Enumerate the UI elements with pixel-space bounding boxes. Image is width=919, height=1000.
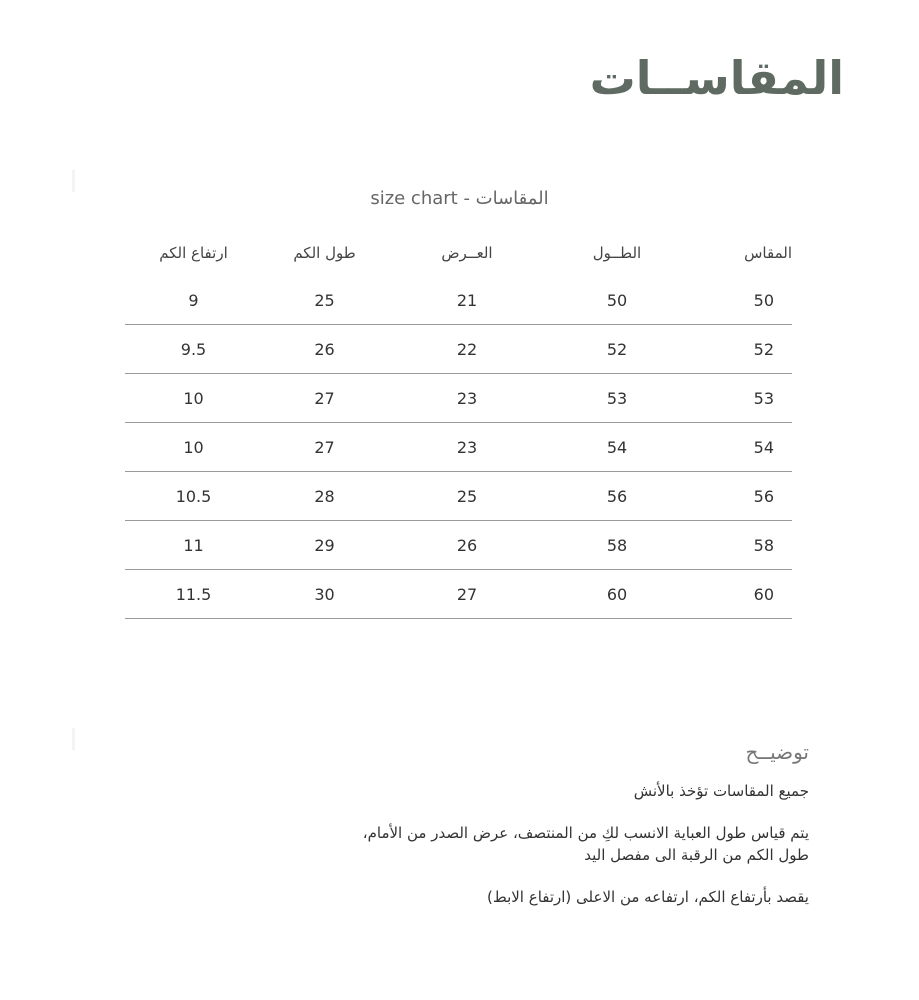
cell-size: 60: [687, 570, 792, 619]
size-chart-table: [125, 230, 792, 619]
header-sleeve-height: ارتفاع الكم: [159, 244, 228, 262]
header-width: العــرض: [441, 244, 493, 262]
cell-sleeve-height: 9: [125, 276, 262, 325]
cell-sleeve-length: 28: [262, 472, 387, 521]
cell-size: 50: [687, 276, 792, 325]
cell-length: 58: [547, 521, 687, 570]
cell-length: 60: [547, 570, 687, 619]
table-row: [125, 423, 792, 472]
note-line: يتم قياس طول العباية الانسب لكِ من المنتصف، عرض الصدر من الأمام، طول الكم من الرقبة الى مفصل اليد: [362, 824, 809, 864]
header-sleeve-length: طول الكم: [293, 244, 356, 262]
cell-sleeve-height: 10: [125, 423, 262, 472]
cell-sleeve-height: 11.5: [125, 570, 262, 619]
page-title: المقاســات: [589, 51, 844, 105]
cell-size: 58: [687, 521, 792, 570]
cell-length: 53: [547, 374, 687, 423]
cell-sleeve-length: 27: [262, 423, 387, 472]
decorative-mark: [72, 728, 75, 750]
cell-sleeve-height: 11: [125, 521, 262, 570]
cell-sleeve-length: 29: [262, 521, 387, 570]
cell-width: 26: [387, 521, 547, 570]
cell-sleeve-length: 25: [262, 276, 387, 325]
table-row: [125, 276, 792, 325]
cell-length: 50: [547, 276, 687, 325]
cell-sleeve-height: 9.5: [125, 325, 262, 374]
cell-width: 25: [387, 472, 547, 521]
note-line: جميع المقاسات تؤخذ بالأنش: [633, 782, 809, 800]
table-row: [125, 374, 792, 423]
cell-sleeve-length: 27: [262, 374, 387, 423]
size-chart-caption: size chart - المقاسات: [370, 188, 549, 209]
cell-length: 54: [547, 423, 687, 472]
note-line: يقصد بأرتفاع الكم، ارتفاعه من الاعلى (ارتفاع الابط): [486, 888, 809, 906]
cell-size: 56: [687, 472, 792, 521]
header-size: المقاس: [744, 244, 792, 262]
table-row: [125, 570, 792, 619]
cell-width: 22: [387, 325, 547, 374]
cell-size: 53: [687, 374, 792, 423]
table-header-row: [125, 230, 792, 276]
cell-width: 23: [387, 423, 547, 472]
cell-sleeve-height: 10.5: [125, 472, 262, 521]
cell-width: 21: [387, 276, 547, 325]
cell-size: 54: [687, 423, 792, 472]
cell-size: 52: [687, 325, 792, 374]
cell-length: 52: [547, 325, 687, 374]
table-row: [125, 325, 792, 374]
table-row: [125, 472, 792, 521]
notes-section: [329, 738, 809, 928]
cell-width: 23: [387, 374, 547, 423]
header-length: الطــول: [592, 244, 642, 262]
table-row: [125, 521, 792, 570]
cell-sleeve-length: 30: [262, 570, 387, 619]
cell-length: 56: [547, 472, 687, 521]
cell-sleeve-length: 26: [262, 325, 387, 374]
cell-sleeve-height: 10: [125, 374, 262, 423]
notes-heading: توضيــح: [745, 740, 809, 764]
cell-width: 27: [387, 570, 547, 619]
